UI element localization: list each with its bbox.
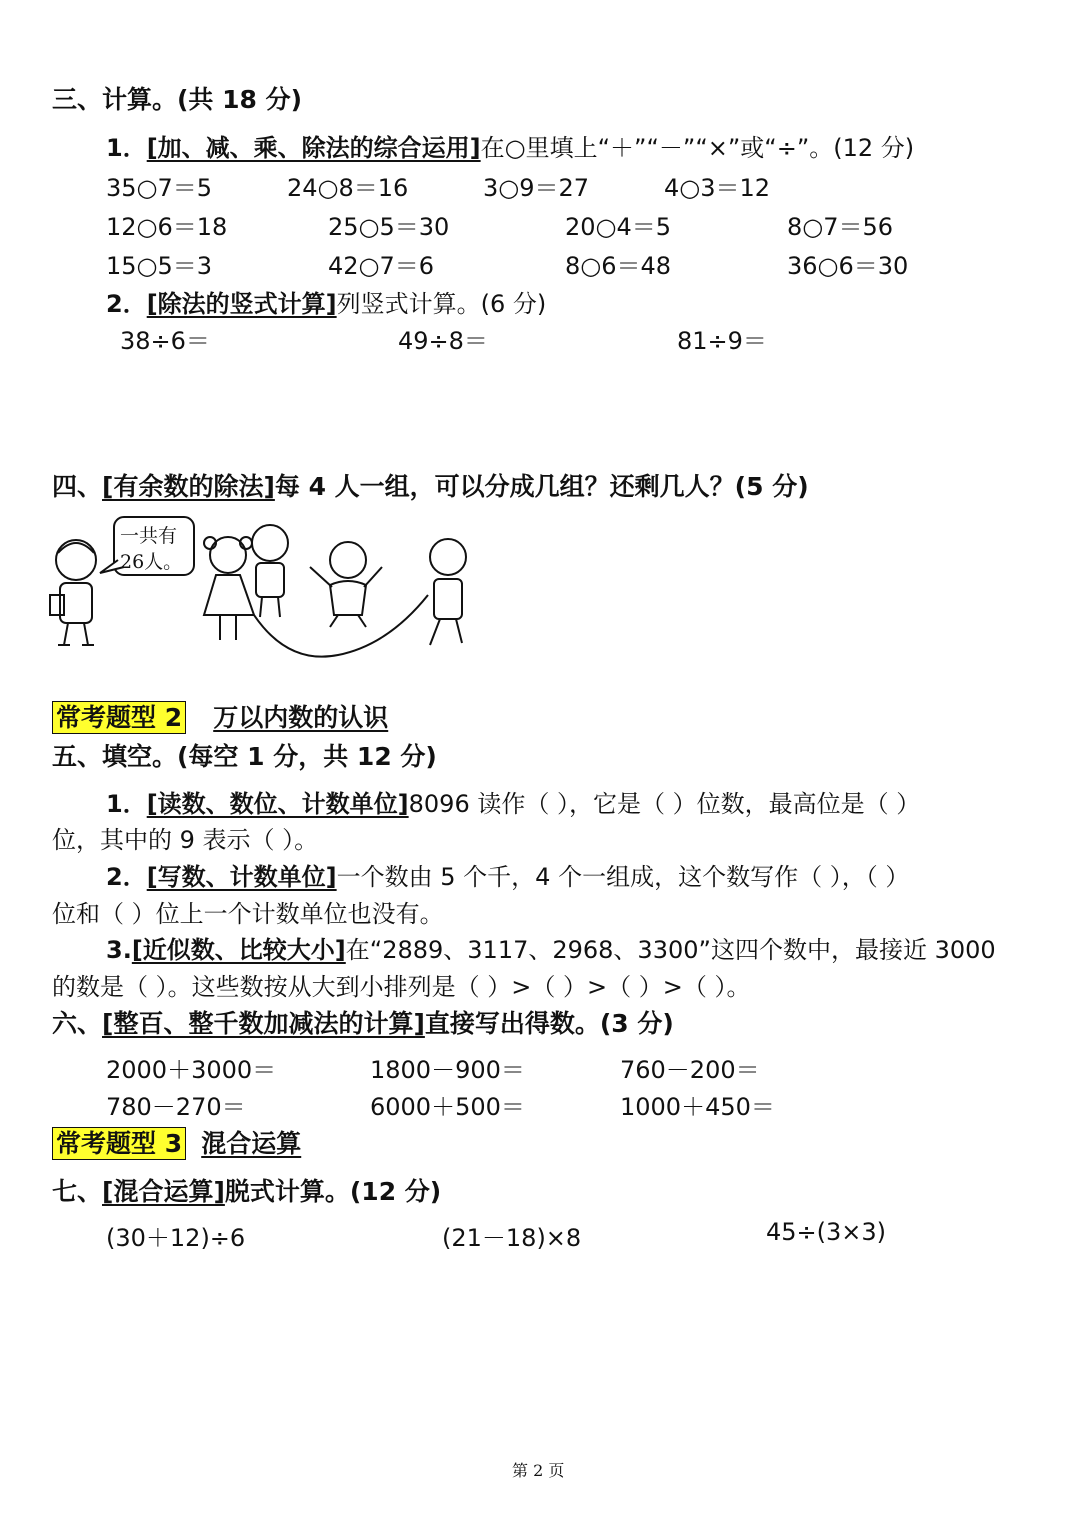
equation[interactable]: 8○6＝48 — [565, 252, 672, 280]
mixed-calc-item[interactable]: (21－18)×8 — [442, 1224, 582, 1252]
equation[interactable]: 15○5＝3 — [106, 252, 213, 280]
mixed-calc-item[interactable]: (30＋12)÷6 — [106, 1224, 246, 1252]
question-5-2-line1 — [106, 857, 909, 892]
type-2-header — [52, 698, 388, 734]
question-text[interactable]: 8096 读作（ ），它是（ ）位数，最高位是（ ） — [408, 790, 921, 818]
question-text[interactable]: 在“2889、3117、2968、3300”这四个数中，最接近 3000 — [345, 936, 996, 964]
question-5-1-line2[interactable]: 位，其中的 9 表示（ ）。 — [52, 826, 319, 854]
question-5-3-line2[interactable]: 的数是（ ）。这些数按从大到小排列是（ ）>（ ）>（ ）>（ ）。 — [52, 973, 751, 1001]
calc-item[interactable]: 6000＋500＝ — [370, 1093, 525, 1121]
topic-tag: [读数、数位、计数单位] — [146, 790, 409, 818]
question-text: 在○里填上“＋”“－”“×”或“÷”。(12 分) — [480, 134, 915, 162]
equation[interactable]: 35○7＝5 — [106, 174, 213, 202]
section-3-heading: 三、计算。(共 18 分) — [52, 85, 303, 114]
mixed-calc-item[interactable]: 45÷(3×3) — [766, 1218, 887, 1246]
exam-type-badge: 常考题型 2 — [52, 701, 186, 734]
equation[interactable]: 25○5＝30 — [328, 213, 450, 241]
calc-item[interactable]: 1800－900＝ — [370, 1056, 525, 1084]
question-text: 直接写出得数。(3 分) — [424, 1009, 674, 1038]
question-text: 脱式计算。(12 分) — [224, 1177, 442, 1206]
question-text: 列竖式计算。(6 分) — [336, 290, 547, 318]
section-prefix: 七、 — [52, 1177, 103, 1206]
calc-item[interactable]: 1000＋450＝ — [620, 1093, 775, 1121]
question-3-2 — [106, 284, 546, 319]
section-7-heading — [52, 1172, 441, 1208]
question-5-2-line2[interactable]: 位和（ ）位上一个计数单位也没有。 — [52, 900, 444, 928]
question-number: 2． — [106, 863, 147, 891]
equation[interactable]: 24○8＝16 — [287, 174, 409, 202]
question-number: 1． — [106, 790, 147, 818]
topic-tag: [近似数、比较大小] — [131, 936, 346, 964]
section-title: 混合运算 — [201, 1129, 302, 1158]
topic-tag: [有余数的除法] — [102, 472, 275, 501]
division-item[interactable]: 49÷8＝ — [398, 327, 488, 355]
equation[interactable]: 4○3＝12 — [664, 174, 771, 202]
equation[interactable]: 8○7＝56 — [787, 213, 894, 241]
page-number: 第 2 页 — [512, 1461, 565, 1480]
section-5-heading: 五、填空。(每空 1 分，共 12 分) — [52, 742, 437, 771]
bubble-text-1: 一共有 — [120, 525, 178, 547]
question-text[interactable]: 一个数由 5 个千，4 个一组成，这个数写作（ ），（ ） — [336, 863, 910, 891]
equation[interactable]: 12○6＝18 — [106, 213, 228, 241]
topic-tag: [除法的竖式计算] — [146, 290, 337, 318]
topic-tag: [写数、计数单位] — [146, 863, 337, 891]
division-item[interactable]: 38÷6＝ — [120, 327, 210, 355]
section-prefix: 四、 — [52, 472, 103, 501]
question-text: 每 4 人一组，可以分成几组？还剩几人？(5 分) — [274, 472, 809, 501]
bubble-text-2: 26人。 — [120, 551, 183, 573]
children-illustration — [48, 515, 468, 660]
question-5-3-line1 — [106, 930, 996, 965]
question-number: 2． — [106, 290, 147, 318]
children-drawing — [48, 515, 468, 660]
question-5-1-line1 — [106, 784, 920, 819]
question-number: 3. — [106, 936, 132, 964]
section-4-heading — [52, 467, 809, 503]
question-number: 1． — [106, 134, 147, 162]
topic-tag: [整百、整千数加减法的计算] — [102, 1009, 425, 1038]
calc-item[interactable]: 760－200＝ — [620, 1056, 760, 1084]
calc-item[interactable]: 780－270＝ — [106, 1093, 246, 1121]
topic-tag: [加、减、乘、除法的综合运用] — [146, 134, 481, 162]
equation[interactable]: 20○4＝5 — [565, 213, 672, 241]
question-3-1 — [106, 128, 914, 163]
division-item[interactable]: 81÷9＝ — [677, 327, 767, 355]
section-title: 万以内数的认识 — [213, 703, 389, 732]
section-prefix: 六、 — [52, 1009, 103, 1038]
equation[interactable]: 36○6＝30 — [787, 252, 909, 280]
topic-tag: [混合运算] — [102, 1177, 225, 1206]
exam-type-badge: 常考题型 3 — [52, 1127, 186, 1160]
type-3-header — [52, 1124, 301, 1160]
section-6-heading — [52, 1004, 674, 1040]
equation[interactable]: 3○9＝27 — [483, 174, 590, 202]
calc-item[interactable]: 2000＋3000＝ — [106, 1056, 277, 1084]
equation[interactable]: 42○7＝6 — [328, 252, 435, 280]
